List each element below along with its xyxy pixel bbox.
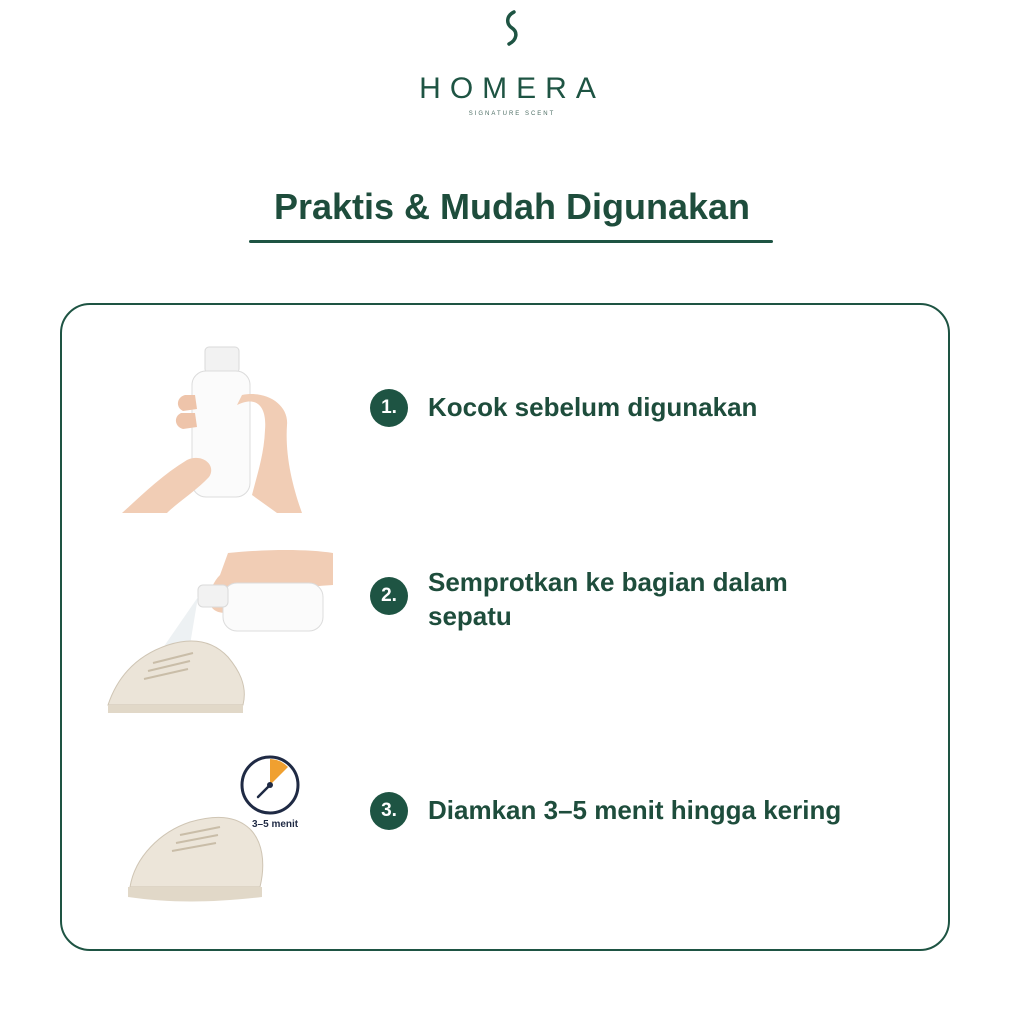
step-2-text: [428, 565, 788, 633]
step-2-text-line-2: sepatu: [428, 601, 512, 631]
page-title: Praktis & Mudah Digunakan: [273, 186, 751, 227]
brand-swirl-icon: [497, 8, 527, 48]
brand-name: HOMERA: [419, 72, 605, 105]
hands-shaking-bottle-image: [117, 335, 307, 515]
spraying-into-sneaker-image: [98, 545, 333, 715]
step-2-number-badge: 2.: [370, 577, 408, 615]
timer-icon: [242, 757, 298, 813]
step-3-text: Diamkan 3–5 menit hingga kering: [428, 795, 842, 825]
sneaker-with-timer-image: [90, 737, 320, 917]
step-2-text-line-1: Semprotkan ke bagian dalam: [428, 567, 788, 597]
step-3-number-badge: 3.: [370, 792, 408, 830]
step-1-number-badge: 1.: [370, 389, 408, 427]
timer-label: 3–5 menit: [252, 819, 299, 830]
instructions-card: [60, 303, 950, 951]
step-1-text: Kocok sebelum digunakan: [428, 392, 758, 422]
title-underline: [249, 240, 773, 243]
brand-tagline: SIGNATURE SCENT: [468, 111, 556, 117]
